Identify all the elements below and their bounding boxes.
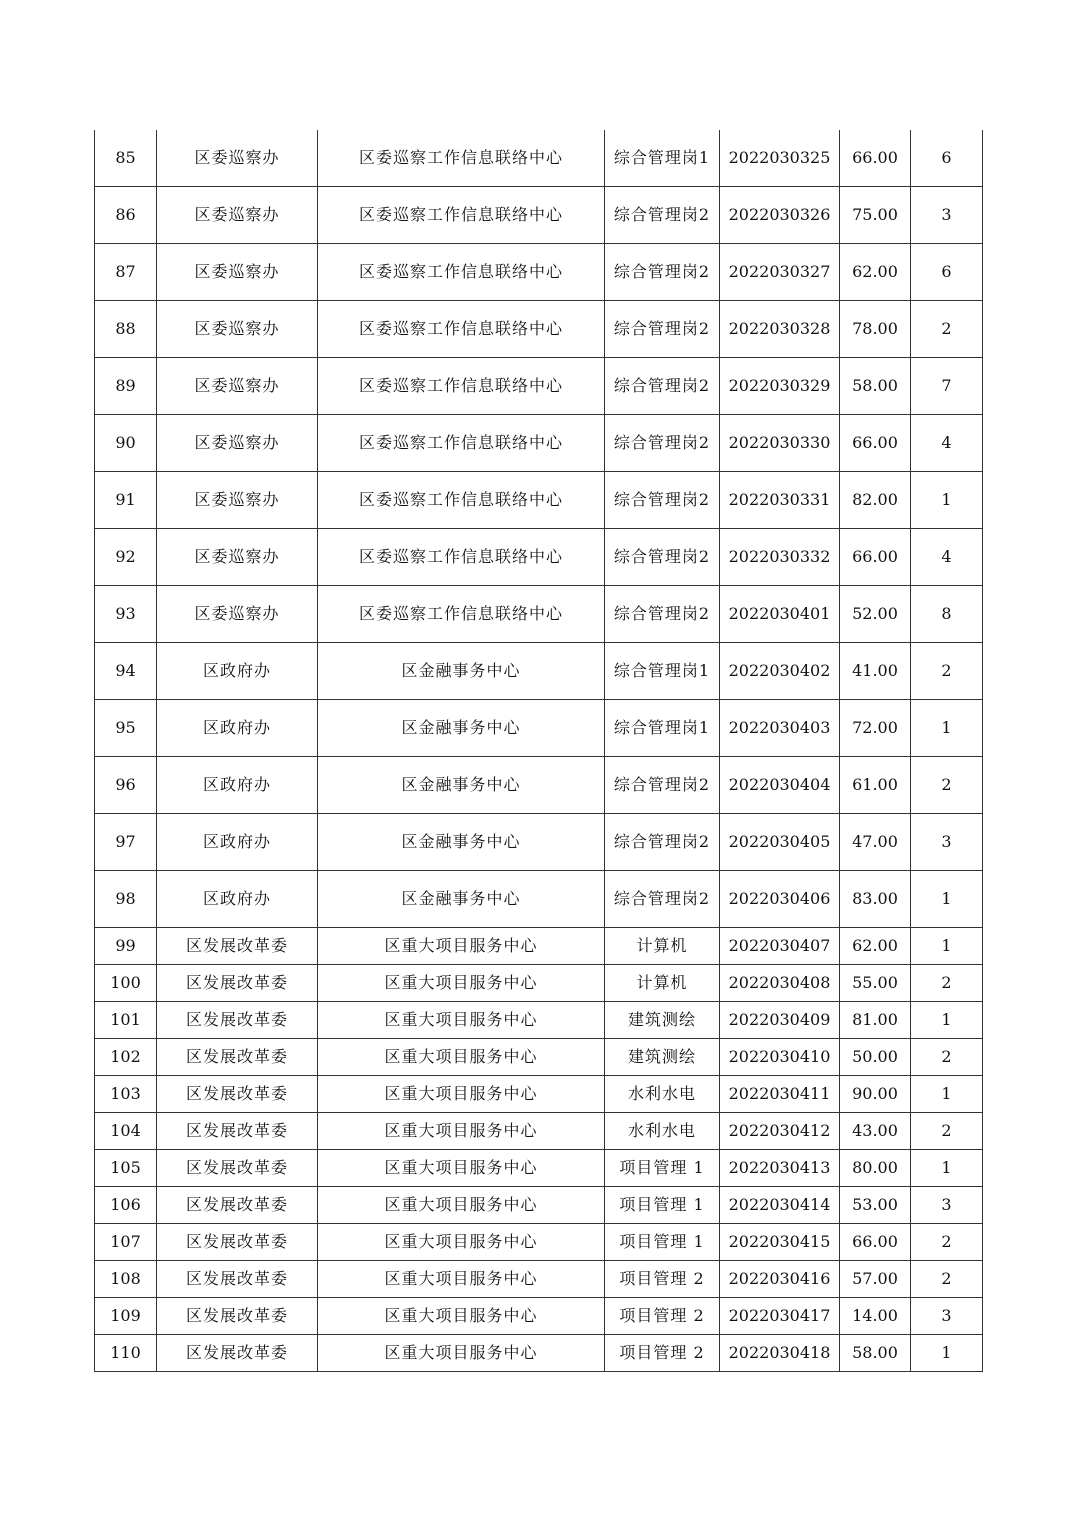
cell-department: 区委巡察办 [157, 472, 318, 529]
cell-unit: 区重大项目服务中心 [318, 1076, 605, 1113]
cell-post: 水利水电 [605, 1113, 720, 1150]
cell-unit: 区委巡察工作信息联络中心 [318, 301, 605, 358]
cell-score: 72.00 [840, 700, 911, 757]
cell-department: 区委巡察办 [157, 358, 318, 415]
table-row [95, 1298, 983, 1335]
cell-unit: 区委巡察工作信息联络中心 [318, 358, 605, 415]
cell-department: 区发展改革委 [157, 1039, 318, 1076]
cell-seq-no: 95 [95, 700, 157, 757]
cell-department: 区发展改革委 [157, 1076, 318, 1113]
cell-seq-no: 108 [95, 1261, 157, 1298]
table-row [95, 472, 983, 529]
cell-post: 综合管理岗2 [605, 187, 720, 244]
cell-unit: 区重大项目服务中心 [318, 1039, 605, 1076]
table-row [95, 301, 983, 358]
cell-exam-id: 2022030330 [720, 415, 840, 472]
table-row [95, 1039, 983, 1076]
cell-score: 53.00 [840, 1187, 911, 1224]
cell-department: 区委巡察办 [157, 130, 318, 187]
table-row [95, 928, 983, 965]
cell-score: 81.00 [840, 1002, 911, 1039]
cell-score: 78.00 [840, 301, 911, 358]
cell-unit: 区重大项目服务中心 [318, 1335, 605, 1372]
cell-score: 58.00 [840, 1335, 911, 1372]
cell-department: 区政府办 [157, 700, 318, 757]
cell-department: 区委巡察办 [157, 586, 318, 643]
cell-exam-id: 2022030412 [720, 1113, 840, 1150]
cell-rank: 1 [911, 1335, 983, 1372]
cell-department: 区政府办 [157, 643, 318, 700]
cell-unit: 区金融事务中心 [318, 871, 605, 928]
cell-department: 区发展改革委 [157, 1224, 318, 1261]
cell-post: 综合管理岗2 [605, 472, 720, 529]
cell-seq-no: 110 [95, 1335, 157, 1372]
table-row [95, 1150, 983, 1187]
cell-post: 项目管理 2 [605, 1298, 720, 1335]
cell-score: 58.00 [840, 358, 911, 415]
table-row [95, 871, 983, 928]
cell-exam-id: 2022030403 [720, 700, 840, 757]
cell-score: 41.00 [840, 643, 911, 700]
cell-exam-id: 2022030328 [720, 301, 840, 358]
cell-post: 综合管理岗2 [605, 814, 720, 871]
cell-seq-no: 87 [95, 244, 157, 301]
table-row [95, 1076, 983, 1113]
cell-exam-id: 2022030326 [720, 187, 840, 244]
cell-rank: 1 [911, 1002, 983, 1039]
cell-seq-no: 103 [95, 1076, 157, 1113]
cell-exam-id: 2022030401 [720, 586, 840, 643]
table-row [95, 1187, 983, 1224]
cell-exam-id: 2022030409 [720, 1002, 840, 1039]
cell-exam-id: 2022030411 [720, 1076, 840, 1113]
cell-rank: 1 [911, 472, 983, 529]
cell-score: 82.00 [840, 472, 911, 529]
cell-unit: 区委巡察工作信息联络中心 [318, 187, 605, 244]
cell-exam-id: 2022030332 [720, 529, 840, 586]
cell-department: 区发展改革委 [157, 1187, 318, 1224]
cell-exam-id: 2022030329 [720, 358, 840, 415]
cell-department: 区发展改革委 [157, 965, 318, 1002]
cell-unit: 区重大项目服务中心 [318, 965, 605, 1002]
table-row [95, 244, 983, 301]
cell-rank: 1 [911, 700, 983, 757]
cell-score: 52.00 [840, 586, 911, 643]
cell-department: 区政府办 [157, 871, 318, 928]
cell-seq-no: 109 [95, 1298, 157, 1335]
cell-unit: 区重大项目服务中心 [318, 1298, 605, 1335]
cell-rank: 3 [911, 814, 983, 871]
cell-post: 项目管理 1 [605, 1150, 720, 1187]
cell-exam-id: 2022030414 [720, 1187, 840, 1224]
cell-rank: 1 [911, 1150, 983, 1187]
table-row [95, 358, 983, 415]
cell-department: 区委巡察办 [157, 187, 318, 244]
cell-score: 66.00 [840, 1224, 911, 1261]
cell-department: 区委巡察办 [157, 301, 318, 358]
cell-seq-no: 88 [95, 301, 157, 358]
cell-exam-id: 2022030331 [720, 472, 840, 529]
cell-exam-id: 2022030404 [720, 757, 840, 814]
table-row [95, 1113, 983, 1150]
cell-score: 66.00 [840, 529, 911, 586]
cell-score: 90.00 [840, 1076, 911, 1113]
cell-post: 综合管理岗2 [605, 871, 720, 928]
cell-rank: 6 [911, 244, 983, 301]
cell-exam-id: 2022030402 [720, 643, 840, 700]
cell-unit: 区重大项目服务中心 [318, 928, 605, 965]
cell-seq-no: 99 [95, 928, 157, 965]
cell-score: 75.00 [840, 187, 911, 244]
cell-exam-id: 2022030413 [720, 1150, 840, 1187]
cell-post: 项目管理 2 [605, 1335, 720, 1372]
table-row [95, 1224, 983, 1261]
cell-post: 综合管理岗2 [605, 244, 720, 301]
cell-rank: 6 [911, 130, 983, 187]
cell-score: 62.00 [840, 244, 911, 301]
cell-score: 14.00 [840, 1298, 911, 1335]
cell-rank: 2 [911, 1261, 983, 1298]
cell-seq-no: 85 [95, 130, 157, 187]
cell-department: 区政府办 [157, 814, 318, 871]
table-row [95, 757, 983, 814]
cell-score: 57.00 [840, 1261, 911, 1298]
cell-score: 83.00 [840, 871, 911, 928]
cell-seq-no: 90 [95, 415, 157, 472]
table-body [95, 130, 983, 1372]
cell-department: 区发展改革委 [157, 1261, 318, 1298]
cell-unit: 区金融事务中心 [318, 700, 605, 757]
cell-exam-id: 2022030407 [720, 928, 840, 965]
cell-exam-id: 2022030325 [720, 130, 840, 187]
cell-department: 区发展改革委 [157, 1150, 318, 1187]
cell-seq-no: 96 [95, 757, 157, 814]
cell-rank: 2 [911, 643, 983, 700]
cell-exam-id: 2022030327 [720, 244, 840, 301]
table-row [95, 700, 983, 757]
cell-department: 区委巡察办 [157, 415, 318, 472]
cell-rank: 1 [911, 1076, 983, 1113]
cell-unit: 区委巡察工作信息联络中心 [318, 586, 605, 643]
cell-unit: 区金融事务中心 [318, 757, 605, 814]
cell-rank: 2 [911, 301, 983, 358]
cell-post: 水利水电 [605, 1076, 720, 1113]
cell-rank: 2 [911, 1039, 983, 1076]
table-row [95, 415, 983, 472]
cell-unit: 区重大项目服务中心 [318, 1150, 605, 1187]
table-row [95, 814, 983, 871]
cell-post: 项目管理 1 [605, 1187, 720, 1224]
cell-seq-no: 106 [95, 1187, 157, 1224]
cell-seq-no: 105 [95, 1150, 157, 1187]
cell-unit: 区委巡察工作信息联络中心 [318, 130, 605, 187]
cell-post: 项目管理 1 [605, 1224, 720, 1261]
cell-seq-no: 89 [95, 358, 157, 415]
cell-seq-no: 107 [95, 1224, 157, 1261]
cell-seq-no: 92 [95, 529, 157, 586]
cell-seq-no: 86 [95, 187, 157, 244]
cell-score: 47.00 [840, 814, 911, 871]
cell-seq-no: 100 [95, 965, 157, 1002]
cell-rank: 1 [911, 871, 983, 928]
cell-department: 区委巡察办 [157, 244, 318, 301]
table-row [95, 965, 983, 1002]
table-row [95, 1002, 983, 1039]
cell-post: 建筑测绘 [605, 1002, 720, 1039]
cell-department: 区发展改革委 [157, 1113, 318, 1150]
cell-score: 62.00 [840, 928, 911, 965]
table-row [95, 643, 983, 700]
cell-post: 综合管理岗2 [605, 358, 720, 415]
cell-unit: 区委巡察工作信息联络中心 [318, 244, 605, 301]
cell-rank: 2 [911, 965, 983, 1002]
cell-score: 80.00 [840, 1150, 911, 1187]
cell-post: 综合管理岗2 [605, 301, 720, 358]
cell-post: 综合管理岗1 [605, 130, 720, 187]
cell-score: 61.00 [840, 757, 911, 814]
cell-unit: 区重大项目服务中心 [318, 1187, 605, 1224]
cell-rank: 2 [911, 757, 983, 814]
cell-exam-id: 2022030406 [720, 871, 840, 928]
cell-unit: 区重大项目服务中心 [318, 1002, 605, 1039]
cell-department: 区发展改革委 [157, 1298, 318, 1335]
cell-rank: 7 [911, 358, 983, 415]
cell-post: 综合管理岗1 [605, 700, 720, 757]
cell-exam-id: 2022030418 [720, 1335, 840, 1372]
cell-post: 计算机 [605, 928, 720, 965]
score-table [94, 130, 983, 1372]
cell-post: 综合管理岗1 [605, 643, 720, 700]
cell-exam-id: 2022030405 [720, 814, 840, 871]
cell-rank: 4 [911, 529, 983, 586]
cell-unit: 区委巡察工作信息联络中心 [318, 529, 605, 586]
cell-post: 建筑测绘 [605, 1039, 720, 1076]
cell-exam-id: 2022030416 [720, 1261, 840, 1298]
cell-seq-no: 104 [95, 1113, 157, 1150]
cell-rank: 1 [911, 928, 983, 965]
cell-department: 区发展改革委 [157, 1002, 318, 1039]
cell-seq-no: 91 [95, 472, 157, 529]
cell-post: 综合管理岗2 [605, 586, 720, 643]
cell-unit: 区重大项目服务中心 [318, 1224, 605, 1261]
cell-score: 50.00 [840, 1039, 911, 1076]
cell-department: 区发展改革委 [157, 928, 318, 965]
table-row [95, 586, 983, 643]
cell-exam-id: 2022030415 [720, 1224, 840, 1261]
cell-rank: 3 [911, 187, 983, 244]
cell-score: 66.00 [840, 130, 911, 187]
cell-seq-no: 94 [95, 643, 157, 700]
cell-post: 综合管理岗2 [605, 757, 720, 814]
cell-rank: 3 [911, 1298, 983, 1335]
cell-rank: 2 [911, 1113, 983, 1150]
cell-department: 区委巡察办 [157, 529, 318, 586]
cell-unit: 区委巡察工作信息联络中心 [318, 415, 605, 472]
cell-seq-no: 102 [95, 1039, 157, 1076]
cell-seq-no: 101 [95, 1002, 157, 1039]
cell-department: 区政府办 [157, 757, 318, 814]
cell-rank: 2 [911, 1224, 983, 1261]
cell-rank: 4 [911, 415, 983, 472]
cell-seq-no: 98 [95, 871, 157, 928]
cell-exam-id: 2022030417 [720, 1298, 840, 1335]
cell-seq-no: 93 [95, 586, 157, 643]
cell-unit: 区委巡察工作信息联络中心 [318, 472, 605, 529]
cell-exam-id: 2022030408 [720, 965, 840, 1002]
cell-seq-no: 97 [95, 814, 157, 871]
table-row [95, 1335, 983, 1372]
table-row [95, 1261, 983, 1298]
cell-post: 计算机 [605, 965, 720, 1002]
cell-score: 66.00 [840, 415, 911, 472]
cell-unit: 区重大项目服务中心 [318, 1261, 605, 1298]
cell-unit: 区金融事务中心 [318, 814, 605, 871]
cell-rank: 3 [911, 1187, 983, 1224]
cell-score: 43.00 [840, 1113, 911, 1150]
table-row [95, 187, 983, 244]
cell-unit: 区金融事务中心 [318, 643, 605, 700]
cell-unit: 区重大项目服务中心 [318, 1113, 605, 1150]
cell-post: 综合管理岗2 [605, 415, 720, 472]
cell-rank: 8 [911, 586, 983, 643]
table-row [95, 130, 983, 187]
cell-post: 综合管理岗2 [605, 529, 720, 586]
cell-department: 区发展改革委 [157, 1335, 318, 1372]
cell-score: 55.00 [840, 965, 911, 1002]
table-row [95, 529, 983, 586]
cell-exam-id: 2022030410 [720, 1039, 840, 1076]
cell-post: 项目管理 2 [605, 1261, 720, 1298]
